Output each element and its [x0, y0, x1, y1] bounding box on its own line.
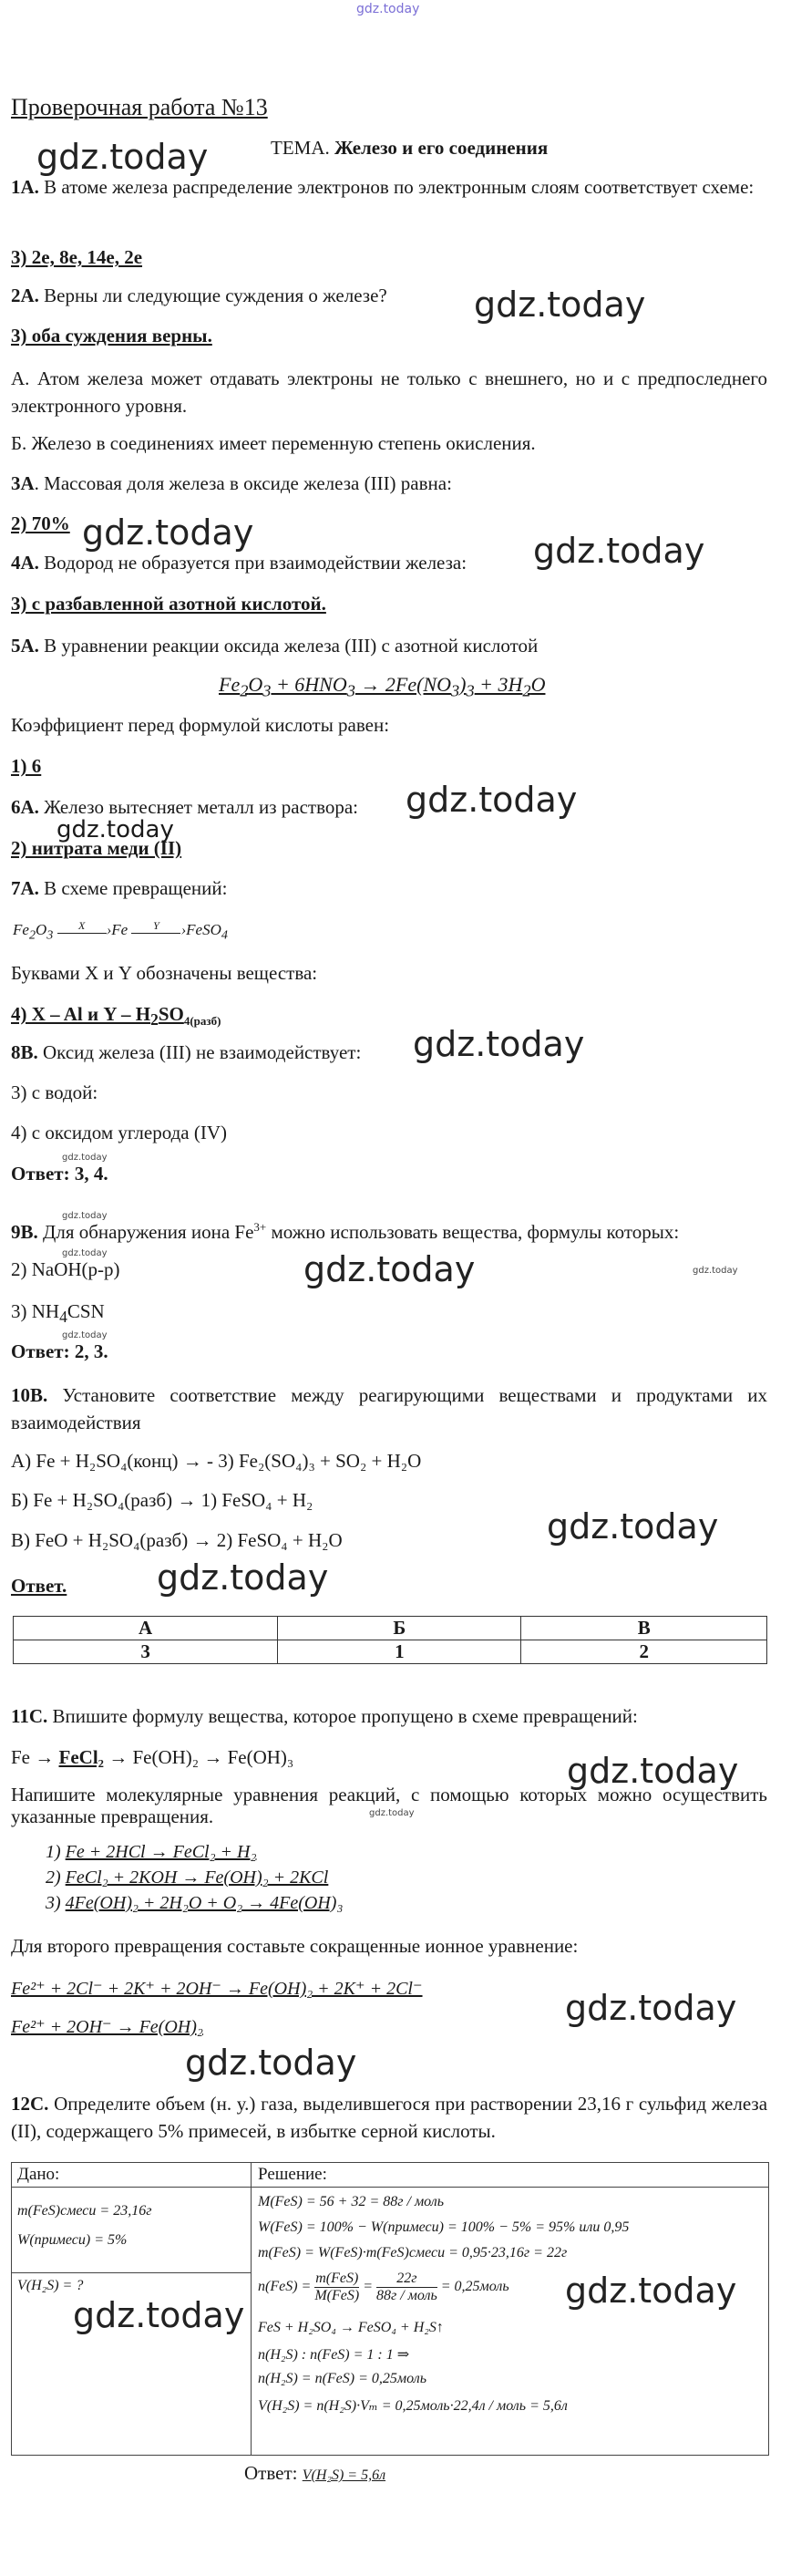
watermark: gdz.today — [565, 2271, 737, 2311]
watermark: gdz.today — [62, 1153, 108, 1163]
table-cell: 3 — [14, 1640, 278, 1664]
table-header: В — [521, 1617, 767, 1640]
question-9: 9В. Для обнаружения иона $Fe^{3+}$ можно использовать вещества, формулы которых: — [11, 1220, 680, 1243]
option-9-3: 3) $NH_4CSN$ — [11, 1300, 105, 1327]
watermark: gdz.today — [62, 1330, 108, 1340]
table-row — [14, 1640, 767, 1664]
solution-step: W(FeS) = 100% − W(примеси) = 100% − 5% = 95% или 0,95 — [258, 2219, 630, 2235]
watermark: gdz.today — [565, 1988, 737, 2028]
answer-4: 3) с разбавленной азотной кислотой. — [11, 593, 326, 615]
watermark: gdz.today — [185, 2043, 357, 2083]
watermark: gdz.today — [693, 1266, 738, 1276]
answer-7: 4) X – Al и Y – $H_2SO_{4(разб)}$ — [11, 1003, 221, 1029]
equation-11-2: 2) FeCl₂ + 2KOH → Fe(OH)₂ + 2KCl — [46, 1867, 329, 1888]
equation-11-3: 3) 4Fe(OH)₂ + 2H₂O + O₂ → 4Fe(OH)₃ — [46, 1893, 344, 1913]
question-10: 10В. Установите соответствие между реагирующими веществами и продуктами их взаимодействия — [11, 1384, 768, 1433]
option-8-4: 4) с оксидом углерода (IV) — [11, 1122, 228, 1143]
answer-1: 3) 2е, 8е, 14е, 2е — [11, 246, 143, 268]
watermark: gdz.today — [474, 284, 646, 325]
solution-step: FeS + H₂SO₄ → FeSO₄ + H₂S↑ — [258, 2320, 444, 2335]
question-3: 3А. Массовая доля железа в оксиде железа (III) равна: — [11, 472, 452, 494]
question-7: 7А. В схеме превращений: — [11, 877, 228, 899]
reaction-b: Б) Fe + H₂SO₄(разб) → 1) FeSO₄ + H₂ — [11, 1489, 313, 1511]
solution-step: V(H₂S) = n(H₂S)·Vₘ = 0,25моль·22,4л / моль = 5,6л — [258, 2398, 568, 2414]
watermark: gdz.today — [36, 137, 209, 177]
statement-a: А. Атом железа может отдавать электроны не только с внешнего, но и с предпоследнего электронного уровня. — [11, 367, 767, 417]
scheme-7: $Fe_2O_3$ X ›Fe Y ›FeSO$_4$ — [13, 919, 228, 943]
question-4: 4А. Водород не образуется при взаимодействии железа: — [11, 552, 467, 574]
question-5: 5А. В уравнении реакции оксида железа (III) с азотной кислотой — [11, 635, 539, 657]
solution-step: m(FeS) = W(FeS)·m(FeS)смеси = 0,95·23,16г = 22г — [258, 2245, 568, 2260]
answer-9: Ответ: 2, 3. — [11, 1340, 108, 1362]
watermark: gdz.today — [567, 1751, 739, 1791]
question-5-text2: Коэффициент перед формулой кислоты равен: — [11, 714, 390, 736]
given-impurity: W(примеси) = 5% — [17, 2232, 128, 2248]
solution-step: M(FeS) = 56 + 32 = 88г / моль — [258, 2194, 445, 2209]
question-2: 2А. Верны ли следующие суждения о железе? — [11, 284, 387, 306]
question-11: 11С. Впишите формулу вещества, которое пропущено в схеме превращений: — [11, 1705, 638, 1727]
table-header: Б — [278, 1617, 521, 1640]
watermark: gdz.today — [547, 1506, 719, 1547]
watermark: gdz.today — [157, 1557, 329, 1598]
statement-b: Б. Железо в соединениях имеет переменную степень окисления. — [11, 432, 536, 454]
table-header: А — [14, 1617, 278, 1640]
watermark: gdz.today — [406, 780, 578, 820]
watermark: gdz.today — [56, 816, 174, 843]
watermark: gdz.today — [62, 1211, 108, 1221]
question-7-text2: Буквами X и Y обозначены вещества: — [11, 962, 318, 984]
reaction-v: В) FeO + H₂SO₄(разб) → 2) FeSO₄ + H₂O — [11, 1529, 343, 1551]
answer-6: 2) нитрата меди (II) — [11, 837, 182, 859]
answer-5: 1) 6 — [11, 755, 42, 777]
question-8: 8В. Оксид железа (III) не взаимодействует: — [11, 1041, 362, 1063]
option-9-2: 2) NaOH(р-р) — [11, 1258, 120, 1280]
watermark: gdz.today — [82, 512, 254, 553]
answer-3: 2) 70% — [11, 512, 70, 534]
theme-line: ТЕМА. Железо и его соединения — [271, 137, 549, 159]
reaction-a: А) Fe + H₂SO₄(конц) → - 3) Fe₂(SO₄)₃ + SO₂ + H₂O — [11, 1450, 422, 1472]
table-cell: 2 — [521, 1640, 767, 1664]
watermark: gdz.today — [62, 1248, 108, 1258]
question-1: 1А. В атоме железа распределение электронов по электронным слоям соответствует схеме: — [11, 176, 755, 198]
given-mass: m(FeS)смеси = 23,16г — [17, 2203, 152, 2219]
equation-11-1: 1) Fe + 2HCl → FeCl₂ + H₂ — [46, 1842, 257, 1862]
table-row — [14, 1617, 767, 1640]
question-6: 6А. Железо вытесняет металл из раствора: — [11, 796, 359, 818]
answer-8: Ответ: 3, 4. — [11, 1163, 108, 1185]
question-11-text3: Для второго превращения составьте сокращенные ионное уравнение: — [11, 1935, 579, 1957]
solution-step: n(H₂S) = n(FeS) = 0,25моль — [258, 2371, 426, 2386]
ionic-equation-short: Fe²⁺ + 2OH⁻ → Fe(OH)₂ — [11, 2017, 203, 2037]
watermark: gdz.today — [73, 2295, 245, 2335]
watermark: gdz.today — [303, 1249, 476, 1289]
watermark: gdz.today — [533, 531, 705, 571]
page-title: Проверочная работа №13 — [11, 94, 268, 120]
option-8-3: 3) с водой: — [11, 1081, 98, 1103]
question-11-text2: Напишите молекулярные уравнения реакций, с помощью которых можно осуществить указанные превращения. — [11, 1784, 767, 1827]
given-label: Дано: — [17, 2165, 60, 2184]
solution-step: n(FeS) = $\frac{\text{m(FeS)}}{\text{M(FeS)}}$ = $\frac{22г}{\text{88г / моль}}$ = 0,25моль — [258, 2271, 509, 2303]
answer-10-label: Ответ. — [11, 1575, 67, 1597]
equation-5: $Fe_2O_3 + 6HNO_3 \to 2Fe(NO_3)_3 + 3H_2O$ — [219, 673, 546, 700]
site-logo[interactable]: gdz.today — [356, 2, 420, 16]
table-cell: 1 — [278, 1640, 521, 1664]
solution-step: n(H₂S) : n(FeS) = 1 : 1 ⇒ — [258, 2347, 410, 2363]
answer-12: Ответ: V(H₂S) = 5,6л — [244, 2462, 386, 2484]
solution-label: Решение: — [258, 2165, 327, 2184]
watermark: gdz.today — [369, 1808, 415, 1818]
scheme-11: Fe → FeCl₂ → Fe(OH)₂ → Fe(OH)₃ — [11, 1746, 294, 1768]
ionic-equation-full: Fe²⁺ + 2Cl⁻ + 2K⁺ + 2OH⁻ → Fe(OH)₂ + 2K⁺ + 2Cl⁻ — [11, 1979, 423, 1999]
answer-table — [13, 1616, 767, 1664]
given-find: V(H₂S) = ? — [17, 2278, 84, 2293]
watermark: gdz.today — [413, 1024, 585, 1064]
question-12: 12С. Определите объем (н. у.) газа, выделившегося при растворении 23,16 г сульфид железа (II), содержащего 5% примесей, в избытке серной кислоты. — [11, 2093, 768, 2142]
answer-2: 3) оба суждения верны. — [11, 325, 212, 347]
